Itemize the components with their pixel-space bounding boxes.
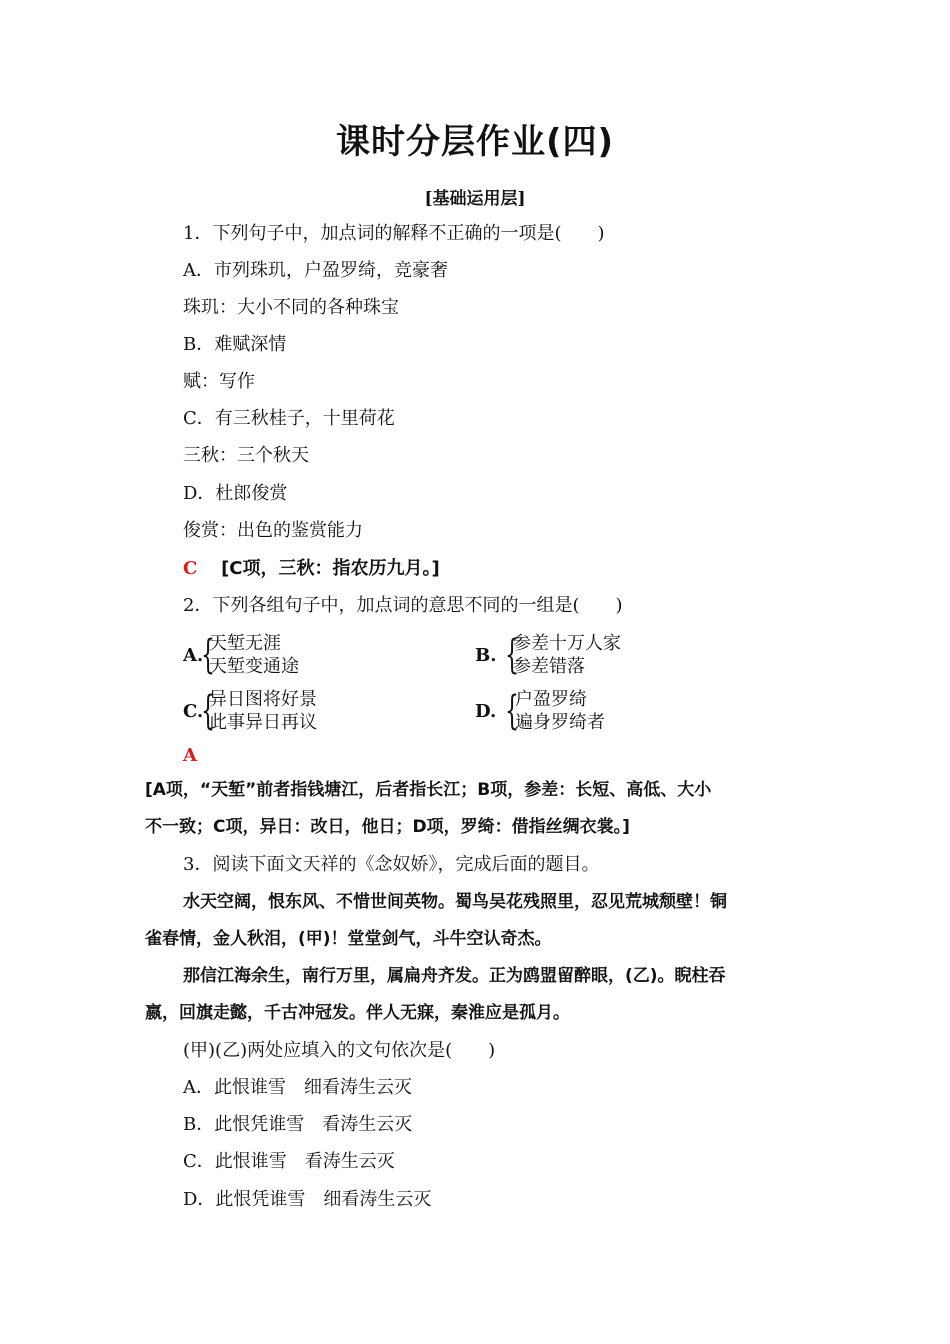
q2-pair-line2: 遍身罗绮者 <box>515 712 605 733</box>
q3-poem-line4: 嬴，回旗走懿，千古冲冠发。伴人无寐，秦淮应是孤月。 <box>145 1003 570 1023</box>
q2-pair-label: A. <box>183 645 204 666</box>
q1-gloss-d: 俊赏：出色的鉴赏能力 <box>183 520 363 541</box>
q3-poem-line1: 水天空阔，恨东风、不惜世间英物。蜀鸟吴花残照里，忍见荒城颓壁！铜 <box>183 892 727 912</box>
q2-pair-label: D. <box>475 701 497 722</box>
q2-pair-a <box>183 632 443 680</box>
q1-gloss-a: 珠玑：大小不同的各种珠宝 <box>183 297 399 318</box>
q3-option-b: B．此恨凭谁雪 看涛生云灭 <box>183 1114 413 1135</box>
q1-answer: C <box>183 558 198 579</box>
q3-option-d: D．此恨凭谁雪 细看涛生云灭 <box>183 1189 432 1210</box>
q2-brace: { <box>201 688 215 734</box>
page-title: 课时分层作业(四) <box>335 122 615 162</box>
q3-poem-line3: 那信江海余生，南行万里，属扁舟齐发。正为鸥盟留醉眼，(乙)。睨柱吞 <box>183 966 726 986</box>
section-heading: [基础运用层] <box>424 189 526 209</box>
q2-explanation-line2: 不一致；C项，异日：改日，他日；D项，罗绮：借指丝绸衣裳。] <box>145 817 630 837</box>
q2-pair-b <box>475 632 735 680</box>
q2-pair-line2: 此事异日再议 <box>209 712 317 733</box>
q3-poem-line2: 雀春情，金人秋泪，(甲)！堂堂剑气，斗牛空认奇杰。 <box>145 929 552 949</box>
q2-stem: 2．下列各组句子中，加点词的意思不同的一组是( ) <box>183 595 623 616</box>
q2-pair-label: B. <box>475 645 497 666</box>
q1-answer-line <box>183 557 440 581</box>
q2-pair-d <box>475 688 735 736</box>
q3-option-c: C．此恨谁雪 看涛生云灭 <box>183 1151 395 1172</box>
q2-answer: A <box>183 745 197 766</box>
q2-explanation-line1: [A项，“天堑”前者指钱塘江，后者指长江；B项，参差：长短、高低、大小 <box>145 780 712 800</box>
q1-option-d: D．杜郎俊赏 <box>183 483 288 504</box>
q2-brace: { <box>201 632 215 678</box>
q2-pair-line1: 异日图将好景 <box>209 689 317 710</box>
q1-gloss-c: 三秋：三个秋天 <box>183 445 309 466</box>
q3-question: (甲)(乙)两处应填入的文句依次是( ) <box>183 1040 496 1061</box>
q2-pair-line2: 天堑变通途 <box>209 656 299 677</box>
q1-option-b: B．难赋深情 <box>183 334 287 355</box>
q2-brace: { <box>505 632 519 678</box>
q1-option-c: C．有三秋桂子，十里荷花 <box>183 408 395 429</box>
q1-gloss-b: 赋：写作 <box>183 371 255 392</box>
q2-pair-label: C. <box>183 701 204 722</box>
q1-option-a: A．市列珠玑，户盈罗绮，竞豪奢 <box>183 260 448 281</box>
q2-pair-c <box>183 688 443 736</box>
q2-brace: { <box>505 688 519 734</box>
q3-stem: 3．阅读下面文天祥的《念奴娇》，完成后面的题目。 <box>183 854 600 875</box>
q2-pair-line1: 天堑无涯 <box>209 633 281 654</box>
q2-pair-line2: 参差错落 <box>513 656 585 677</box>
q1-explanation: [C项，三秋：指农历九月。] <box>221 558 440 579</box>
q3-option-a: A．此恨谁雪 细看涛生云灭 <box>183 1077 412 1098</box>
q2-pair-line1: 户盈罗绮 <box>515 689 587 710</box>
q1-stem: 1．下列句子中，加点词的解释不正确的一项是( ) <box>183 223 605 244</box>
q2-pair-line1: 参差十万人家 <box>513 633 621 654</box>
